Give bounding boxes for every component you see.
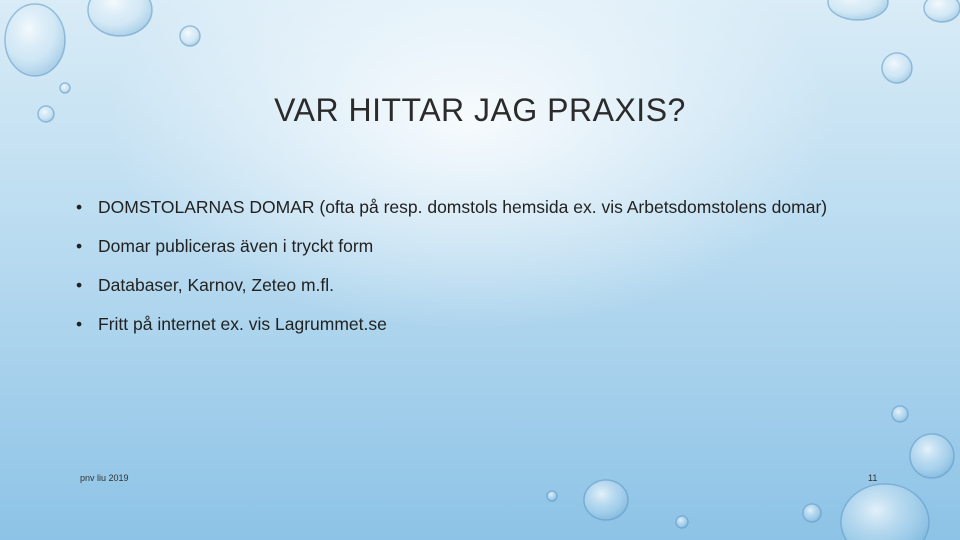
bullet-item — [76, 272, 876, 298]
water-drop — [547, 491, 557, 501]
water-drop — [5, 4, 65, 76]
water-drop — [882, 53, 912, 83]
bullet-text: Databaser, Karnov, Zeteo m.fl. — [98, 275, 335, 295]
bullet-list — [76, 194, 876, 350]
water-drop — [841, 484, 929, 540]
water-drop — [924, 0, 960, 22]
bullet-text: Domar publiceras även i tryckt form — [98, 236, 374, 256]
bullet-marker: • — [76, 314, 83, 334]
slide-title: VAR HITTAR JAG PRAXIS? — [274, 92, 686, 128]
bullet-text: DOMSTOLARNAS DOMAR (ofta på resp. domstols hemsida ex. vis Arbetsdomstolens domar) — [98, 197, 828, 217]
bullet-marker: • — [76, 236, 83, 256]
page-number: 11 — [868, 473, 878, 483]
bullet-marker: • — [76, 275, 83, 295]
footer-text: pnv liu 2019 — [80, 473, 129, 483]
water-drop — [892, 406, 908, 422]
water-drop — [910, 434, 954, 478]
bullet-text: Fritt på internet ex. vis Lagrummet.se — [98, 314, 387, 334]
water-drop — [828, 0, 888, 20]
bullet-item — [76, 194, 876, 220]
water-drop — [180, 26, 200, 46]
bullet-item — [76, 311, 876, 337]
water-drop — [584, 480, 628, 520]
bullet-item — [76, 233, 876, 259]
water-drop — [676, 516, 688, 528]
water-drop — [803, 504, 821, 522]
bullet-marker: • — [76, 197, 83, 217]
water-drop — [88, 0, 152, 36]
